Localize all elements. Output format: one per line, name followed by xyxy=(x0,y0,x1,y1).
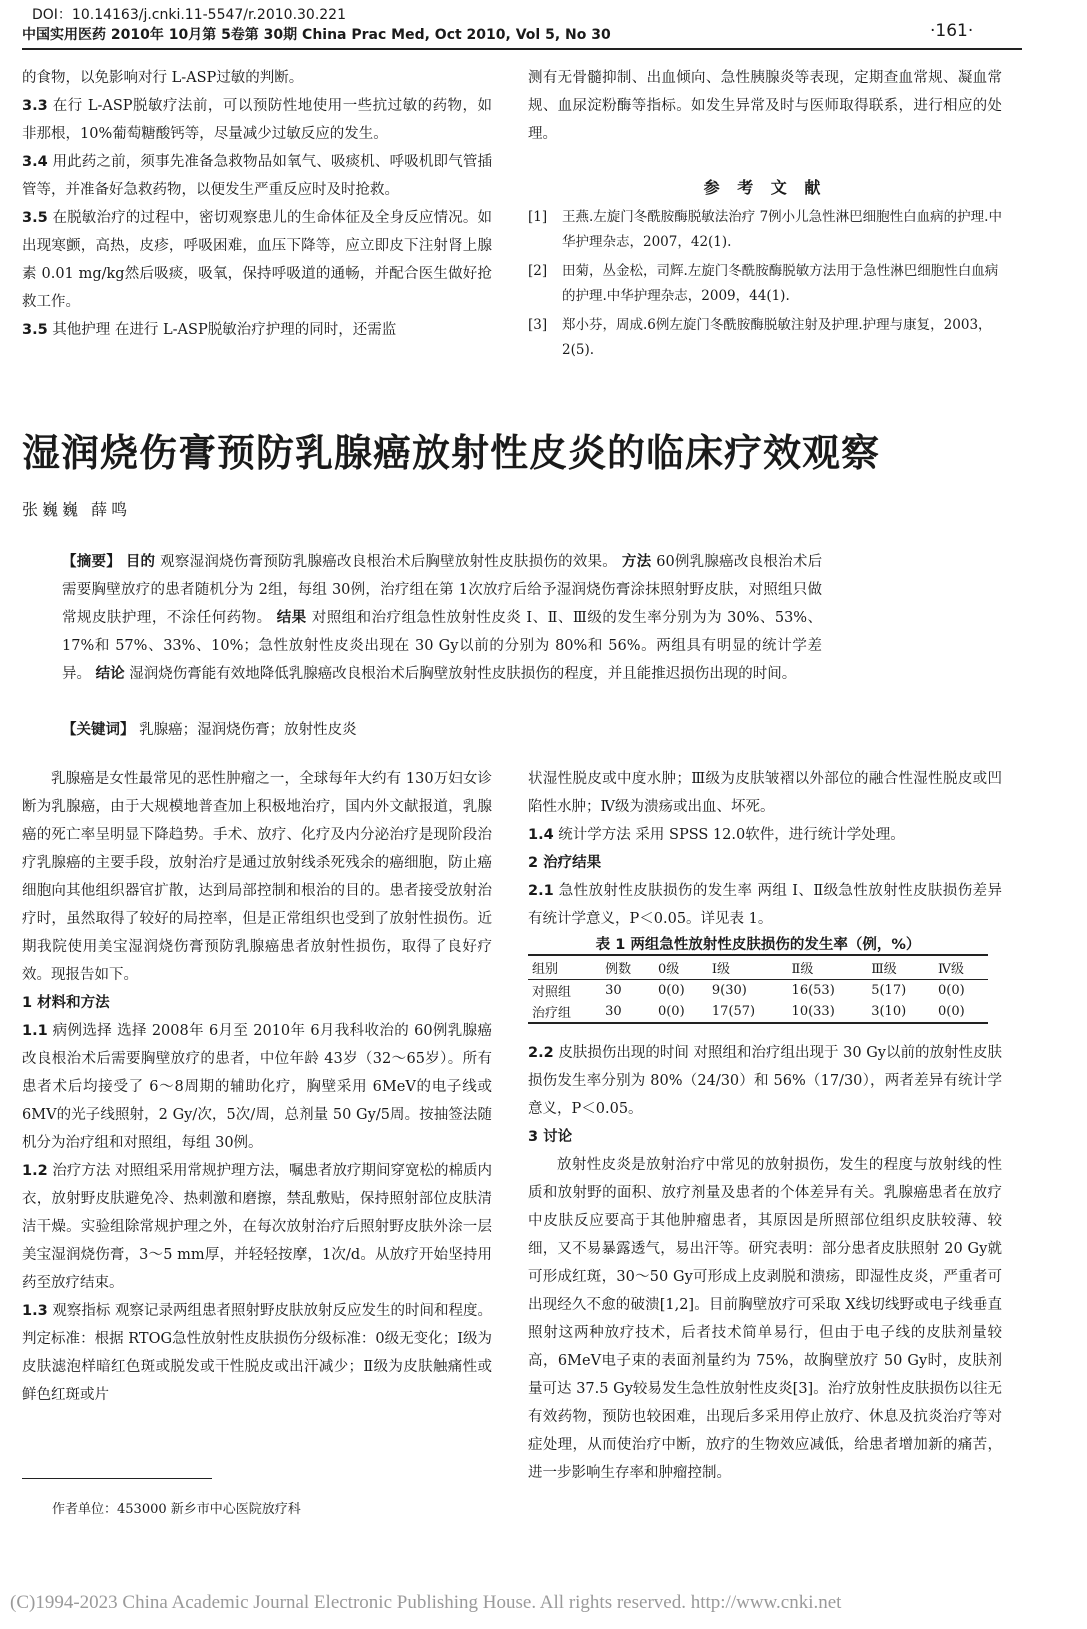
references-list xyxy=(528,205,1002,367)
table-cell: 16(53) xyxy=(791,983,835,998)
table-header-cell: 组别 xyxy=(528,955,601,980)
subsection-label: 治疗方法 xyxy=(52,1163,111,1179)
abstract-section-text: 观察湿润烧伤膏预防乳腺癌改良根治术后胸壁放射性皮肤损伤的效果。 xyxy=(160,554,618,570)
copyright-watermark: (C)1994-2023 China Academic Journal Electronic Publishing House. All rights reserved. http://www.cnki.net xyxy=(10,1592,842,1613)
subsection-text: 两组 Ⅰ、Ⅱ级急性放射性皮肤损伤差异有统计学意义，P＜0.05。详见表 1。 xyxy=(528,883,1003,927)
section-heading-text: 1 材料和方法 xyxy=(22,995,110,1011)
subsection xyxy=(22,316,492,344)
subsection-text: 其他护理 在进行 L-ASP脱敏治疗护理的同时，还需监 xyxy=(52,322,397,338)
subsection xyxy=(22,148,492,204)
table-1-grid xyxy=(528,954,988,1024)
subsection-label: 急性放射性皮肤损伤的发生率 xyxy=(558,883,753,899)
subsection-number: 2.2 xyxy=(528,1045,554,1061)
subsection-text: 采用 SPSS 12.0软件，进行统计学处理。 xyxy=(635,827,905,843)
section-heading xyxy=(22,989,492,1017)
reference-text: 郑小芬，周成.6例左旋门冬酰胺酶脱敏注射及护理.护理与康复，2003，2(5). xyxy=(562,317,992,358)
subsection-text: 观察记录两组患者照射野皮肤放射反应发生的时间和程度。判定标准：根据 RTOG急性放射性皮肤损伤分级标准：0级无变化；Ⅰ级为皮肤滤泡样暗红色斑或脱发或干性脱皮或出汗减少；Ⅱ级为皮肤触痛性或鲜色红斑或片 xyxy=(22,1303,493,1403)
reference-item xyxy=(528,259,1002,309)
paragraph-continued: 的食物，以免影响对行 L-ASP过敏的判断。 xyxy=(22,70,304,86)
table-header-cell: Ⅰ级 xyxy=(708,955,788,980)
subsection-number: 3.4 xyxy=(22,154,48,170)
table-cell: 0(0) xyxy=(938,983,965,998)
keywords-text: 乳腺癌；湿润烧伤膏；放射性皮炎 xyxy=(139,722,357,738)
subsection-label: 皮肤损伤出现的时间 xyxy=(558,1045,689,1061)
subsection xyxy=(22,1157,492,1297)
table-cell: 3(10) xyxy=(867,1001,934,1023)
author-affiliation: 作者单位：453000 新乡市中心医院放疗科 xyxy=(52,1502,301,1517)
subsection-label: 统计学方法 xyxy=(558,827,631,843)
table-cell: 17(57) xyxy=(708,1001,788,1023)
table-cell: 30 xyxy=(605,983,622,998)
prev-article-left-column xyxy=(22,64,492,344)
table-cell: 0(0) xyxy=(657,983,685,998)
abstract-section-label: 目的 xyxy=(125,554,156,570)
article-left-column xyxy=(22,765,492,1409)
paragraph: 乳腺癌是女性最常见的恶性肿瘤之一，全球每年大约有 130万妇女诊断为乳腺癌，由于大规模地普查加上积极地治疗，国内外文献报道，乳腺癌的死亡率呈明显下降趋势。手术、放疗、化疗及内分泌治疗是现阶段治疗乳腺癌的主要手段，放射治疗是通过放射线杀死残余的癌细胞，防止癌细胞向其他组织器官扩散，达到局部控制和根治的目的。患者接受放射治疗时，虽然取得了较好的局控率，但是正常组织也受到了放射性损伤。近期我院使用美宝湿润烧伤膏预防乳腺癌患者放射性损伤，取得了良好疗效。现报告如下。 xyxy=(22,771,492,983)
keywords xyxy=(62,716,822,744)
subsection-number: 1.1 xyxy=(22,1023,48,1039)
footnote-rule xyxy=(22,1478,212,1479)
table-row xyxy=(528,1001,988,1023)
article-right-column-top xyxy=(528,765,1002,933)
subsection-number: 2.1 xyxy=(528,883,554,899)
table-cell: 对照组 xyxy=(532,985,572,1000)
abstract-section-label: 结果 xyxy=(276,610,307,626)
references-title: 参 考 文 献 xyxy=(703,178,827,197)
abstract-label: 【摘要】 xyxy=(62,554,121,570)
keywords-label: 【关键词】 xyxy=(62,722,135,738)
subsection-label: 病例选择 xyxy=(52,1023,113,1039)
abstract xyxy=(62,548,822,688)
subsection-text: 选择 2008年 6月至 2010年 6月我科收治的 60例乳腺癌改良根治术后需要胸壁放疗的患者，中位年龄 43岁（32～65岁）。所有患者术后均接受了 6～8周期的辅助化疗，胸壁采用 6MeV的电子线或 6MV的光子线照射，2 Gy/次，5次/周，总剂量 50 Gy/5周。按抽签法随机分为治疗组和对照组，每组 30例。 xyxy=(22,1023,493,1151)
prev-right-text: 测有无骨髓抑制、出血倾向、急性胰腺炎等表现，定期查血常规、凝血常规、血尿淀粉酶等指标。如发生异常及时与医师取得联系，进行相应的处理。 xyxy=(528,70,1002,142)
reference-item xyxy=(528,313,1002,363)
reference-number: [1] xyxy=(528,209,548,225)
abstract-paragraph xyxy=(62,548,822,688)
table-header-cell: 0级 xyxy=(654,955,708,980)
table-cell: 30 xyxy=(601,1001,654,1023)
page-number: ·161· xyxy=(930,21,974,41)
table-cell: 0(0) xyxy=(934,1001,988,1023)
table-caption: 表 1 两组急性放射性皮肤损伤的发生率（例，%） xyxy=(595,937,921,953)
subsection-text: 对照组和治疗组出现于 30 Gy以前的放射性皮肤损伤发生率分别为 80%（24/30）和 56%（17/30），两者差异有统计学意义，P＜0.05。 xyxy=(528,1045,1003,1117)
abstract-section-text: 60例乳腺癌改良根治术后需要胸壁放疗的患者随机分为 2组，每组 30例，治疗组在第 1次放疗后给予湿润烧伤膏涂抹照射野皮肤，对照组只做常规皮肤护理，不涂任何药物。 xyxy=(62,554,823,626)
table-cell: 10(33) xyxy=(788,1001,868,1023)
subsection-number: 1.3 xyxy=(22,1303,48,1319)
subsection-number: 1.2 xyxy=(22,1163,48,1179)
subsection-number: 3.5 xyxy=(22,210,48,226)
subsection-number: 3.3 xyxy=(22,98,48,114)
subsection-text: 在行 L-ASP脱敏疗法前，可以预防性地使用一些抗过敏的药物，如非那根，10%葡萄糖酸钙等，尽量减少过敏反应的发生。 xyxy=(22,98,493,142)
reference-number: [2] xyxy=(528,263,548,279)
subsection-text: 用此药之前，须事先准备急救物品如氧气、吸痰机、呼吸机即气管插管等，并准备好急救药物，以便发生严重反应时及时抢救。 xyxy=(22,154,493,198)
table-header-cell: Ⅲ级 xyxy=(867,955,934,980)
subsection-number: 3.5 xyxy=(22,322,48,338)
paragraph-continued: 状湿性脱皮或中度水肿；Ⅲ级为皮肤皱褶以外部位的融合性湿性脱皮或凹陷性水肿；Ⅳ级为溃疡或出血、坏死。 xyxy=(528,771,1002,815)
prev-article-right-column xyxy=(528,64,1002,148)
subsection xyxy=(528,1039,1002,1123)
table-header-cell: 例数 xyxy=(601,955,654,980)
abstract-section-label: 结论 xyxy=(95,666,125,682)
header-rule xyxy=(22,48,1022,50)
subsection xyxy=(22,1017,492,1157)
table-1 xyxy=(528,933,988,1024)
article-authors: 张巍巍 薛鸣 xyxy=(22,500,132,519)
table-row xyxy=(528,980,988,1002)
doi-line: DOI：10.14163/j.cnki.11-5547/r.2010.30.221 xyxy=(32,7,347,23)
reference-number: [3] xyxy=(528,317,548,333)
table-header-cell: Ⅱ级 xyxy=(788,955,868,980)
journal-line: 中国实用医药 2010年 10月第 5卷第 30期 China Prac Med, Oct 2010, Vol 5, No 30 xyxy=(22,27,611,43)
table-header-cell: Ⅳ级 xyxy=(934,955,988,980)
paragraph: 放射性皮炎是放射治疗中常见的放射损伤，发生的程度与放射线的性质和放射野的面积、放疗剂量及患者的个体差异有关。乳腺癌患者在放疗中皮肤反应要高于其他肿瘤患者，其原因是所照部位组织皮肤较薄、较细，又不易暴露透气，易出汗等。研究表明：部分患者皮肤照射 20 Gy就可形成红斑，30～50 Gy可形成上皮剥脱和溃疡，即湿性皮炎，严重者可出现经久不愈的破溃[1,2]。目前胸壁放疗可采取 X线切线野或电子线垂直照射这两种放疗技术，后者技术简单易行，但由于电子线的皮肤剂量较高，6MeV电子束的表面剂量约为 75%，故胸壁放疗 50 Gy时，皮肤剂量可达 37.5 Gy较易发生急性放射性皮炎[3]。治疗放射性皮肤损伤以往无有效药物，预防也较困难，出现后多采用停止放疗、休息及抗炎治疗等对症处理，从而使治疗中断，放疗的生物效应减低，给患者增加新的痛苦，进一步影响生存率和肿瘤控制。 xyxy=(528,1157,1002,1481)
subsection-number: 1.4 xyxy=(528,827,554,843)
table-cell: 治疗组 xyxy=(528,1001,601,1023)
subsection-label: 观察指标 xyxy=(52,1303,111,1319)
abstract-section-label: 方法 xyxy=(621,554,652,570)
reference-item xyxy=(528,205,1002,255)
article-title: 湿润烧伤膏预防乳腺癌放射性皮炎的临床疗效观察 xyxy=(22,431,881,475)
section-heading xyxy=(528,849,1002,877)
abstract-section-text: 湿润烧伤膏能有效地降低乳腺癌改良根治术后胸壁放射性皮肤损伤的程度，并且能推迟损伤出现的时间。 xyxy=(129,666,797,682)
table-cell: 0(0) xyxy=(654,1001,708,1023)
subsection xyxy=(22,92,492,148)
section-heading-text: 2 治疗结果 xyxy=(528,855,602,871)
subsection xyxy=(528,821,1002,849)
subsection xyxy=(22,1297,492,1409)
subsection xyxy=(528,877,1002,933)
subsection-text: 对照组采用常规护理方法，嘱患者放疗期间穿宽松的棉质内衣，放射野皮肤避免冷、热刺激和磨擦，禁乱敷贴，保持照射部位皮肤清洁干燥。实验组除常规护理之外，在每次放射治疗后照射野皮肤外涂一层美宝湿润烧伤膏，3～5 mm厚，并轻轻按摩，1次/d。从放疗开始坚持用药至放疗结束。 xyxy=(22,1163,493,1291)
reference-text: 王燕.左旋门冬酰胺酶脱敏法治疗 7例小儿急性淋巴细胞性白血病的护理.中华护理杂志，2007，42(1). xyxy=(562,209,1002,250)
subsection xyxy=(22,204,492,316)
article-right-column-bottom xyxy=(528,1039,1002,1487)
section-heading-text: 3 讨论 xyxy=(528,1129,573,1145)
subsection-text: 在脱敏治疗的过程中，密切观察患儿的生命体征及全身反应情况。如出现寒颤，高热，皮疹，呼吸困难，血压下降等，应立即皮下注射肾上腺素 0.01 mg/kg然后吸痰，吸氧，保持呼吸道的通畅，并配合医生做好抢救工作。 xyxy=(22,210,493,310)
table-cell: 9(30) xyxy=(711,983,747,998)
table-cell: 5(17) xyxy=(871,983,907,998)
reference-text: 田菊，丛金松，司辉.左旋门冬酰胺酶脱敏方法用于急性淋巴细胞性白血病的护理.中华护理杂志，2009，44(1). xyxy=(562,263,999,304)
section-heading xyxy=(528,1123,1002,1151)
abstract-section-text: 对照组和治疗组急性放射性皮炎 Ⅰ、Ⅱ、Ⅲ级的发生率分别为为 30%、53%、17%和 57%、33%、10%；急性放射性皮炎出现在 30 Gy以前的分别为 80%和 56%。两组具有明显的统计学差异。 xyxy=(62,610,823,682)
